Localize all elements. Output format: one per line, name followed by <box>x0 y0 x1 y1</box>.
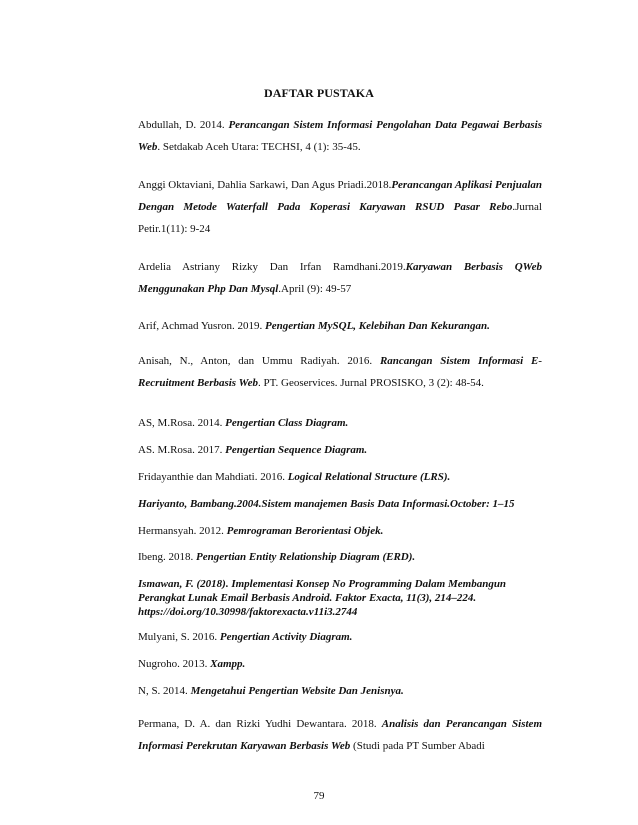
reference-entry: Ismawan, F. (2018). Implementasi Konsep No Programming Dalam Membangun Perangkat Lunak Email Berbasis Android. Faktor Exacta, 11(3), 214–224. https://doi.org/10.30998/faktorexacta.v11i3.2744 <box>138 578 507 618</box>
page-number: 79 <box>313 790 325 802</box>
reference-entry: Hariyanto, Bambang.2004.Sistem manajemen Basis Data Informasi.October: 1–15 <box>138 498 515 510</box>
reference-entry: N, S. 2014. Mengetahui Pengertian Website Dan Jenisnya. <box>138 685 404 697</box>
reference-entry: Ardelia Astriany Rizky Dan Irfan Ramdhani.2019.Karyawan Berbasis QWeb Menggunakan Php Dan Mysql.April (9): 49-57 <box>138 261 542 295</box>
reference-entry: AS, M.Rosa. 2014. Pengertian Class Diagram. <box>138 417 349 429</box>
reference-entry: Arif, Achmad Yusron. 2019. Pengertian MySQL, Kelebihan Dan Kekurangan. <box>138 320 490 332</box>
page-title: DAFTAR PUSTAKA <box>264 86 374 100</box>
reference-entry: Abdullah, D. 2014. Perancangan Sistem Informasi Pengolahan Data Pegawai Berbasis Web. Setdakab Aceh Utara: TECHSI, 4 (1): 35-45. <box>138 119 542 153</box>
reference-entry: AS. M.Rosa. 2017. Pengertian Sequence Diagram. <box>138 444 368 456</box>
reference-entry: Permana, D. A. dan Rizki Yudhi Dewantara. 2018. Analisis dan Perancangan Sistem Informasi Perekrutan Karyawan Berbasis Web (Studi pada PT Sumber Abadi <box>138 718 542 752</box>
reference-entry: Anggi Oktaviani, Dahlia Sarkawi, Dan Agus Priadi.2018.Perancangan Aplikasi Penjualan Dengan Metode Waterfall Pada Koperasi Karyawan RSUD Pasar Rebo.Jurnal Petir.1(11): 9-24 <box>138 179 543 235</box>
reference-entry: Mulyani, S. 2016. Pengertian Activity Diagram. <box>138 631 353 643</box>
reference-entry: Nugroho. 2013. Xampp. <box>138 658 246 670</box>
reference-entry: Hermansyah. 2012. Pemrograman Berorientasi Objek. <box>138 525 384 537</box>
reference-entry: Fridayanthie dan Mahdiati. 2016. Logical Relational Structure (LRS). <box>138 471 451 483</box>
reference-entry: Anisah, N., Anton, dan Ummu Radiyah. 2016. Rancangan Sistem Informasi E-Recruitment Berbasis Web. PT. Geoservices. Jurnal PROSISKO, 3 (2): 48-54. <box>138 355 542 389</box>
reference-entry: Ibeng. 2018. Pengertian Entity Relationship Diagram (ERD). <box>138 551 416 563</box>
